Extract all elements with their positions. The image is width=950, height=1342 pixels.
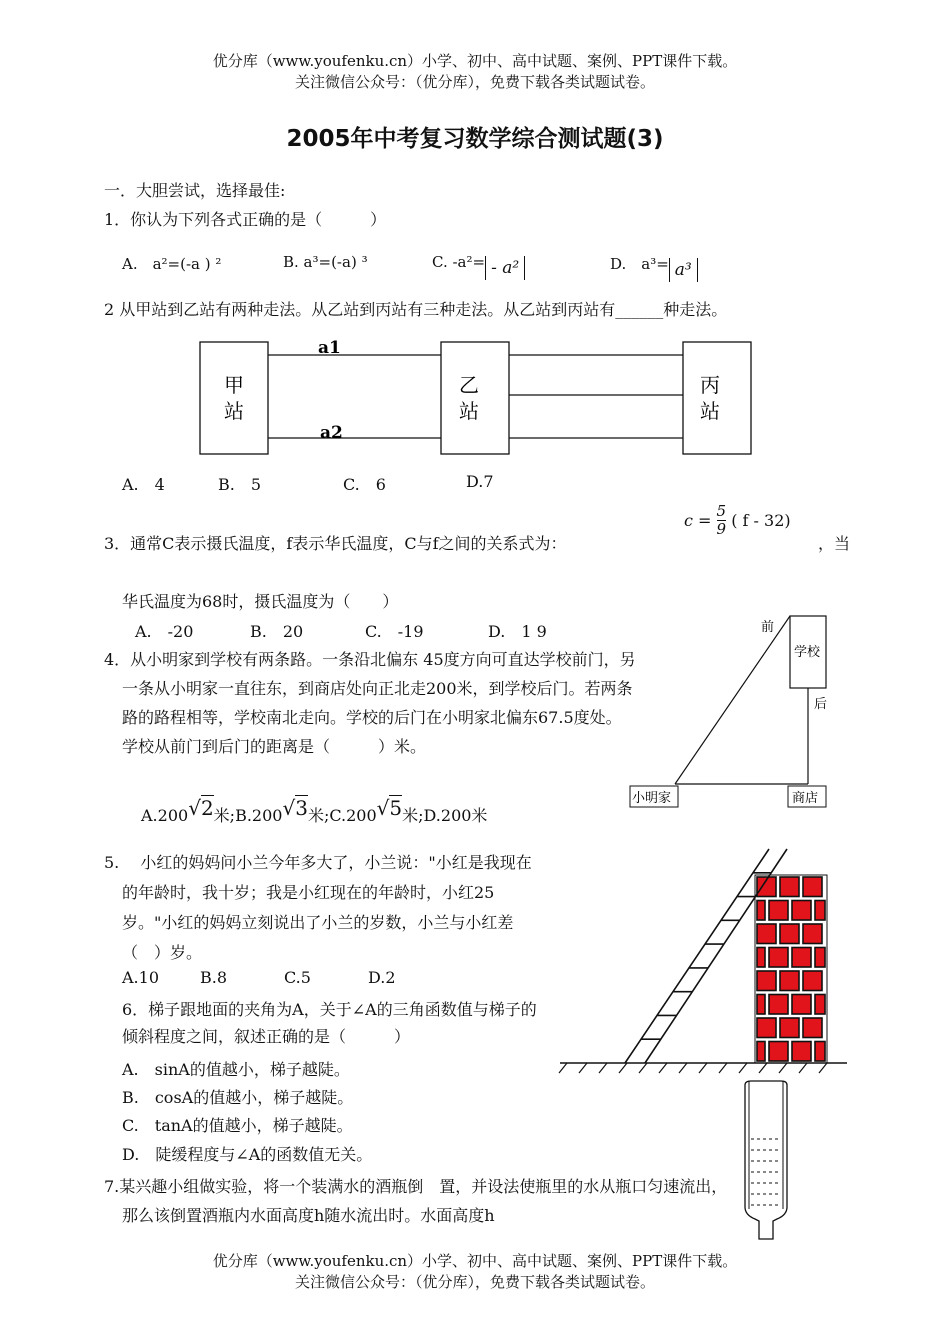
station-jia-char-1: 甲 — [224, 373, 244, 397]
q2-option-b: B. 5 — [218, 475, 262, 494]
inverted-bottle-figure — [735, 1079, 797, 1251]
ground-hatch-mark — [799, 1063, 807, 1073]
q3-tail: ，当 — [818, 534, 851, 553]
q1-option-b: B. a³=(-a) ³ — [283, 253, 368, 271]
q5-option-b: B.8 — [200, 968, 228, 987]
label-a1: a1 — [318, 338, 341, 358]
q2-option-a: A. 4 — [122, 475, 165, 494]
brick — [757, 995, 765, 1015]
q6-stem: 6．梯子跟地面的夹角为A，关于∠A的三角函数值与梯子的倾斜程度之间，叙述正确的是（ ） — [122, 1000, 537, 1046]
station-yi-char-1: 乙 — [459, 373, 479, 397]
q3-formula-numerator: 5 — [716, 502, 727, 520]
q4-option-b: B.200√3米; — [235, 796, 330, 825]
ground-hatching — [559, 1063, 827, 1073]
brick — [780, 877, 799, 897]
q3-formula-rest: ( f - 32) — [731, 511, 791, 530]
q4-options — [141, 796, 487, 826]
q3-option-d: D. 1 9 — [488, 622, 547, 641]
ground-hatch-mark — [679, 1063, 687, 1073]
footer-line-1: 优分库（www.youfenku.cn）小学、初中、高中试题、案例、PPT课件下载。 — [212, 1252, 738, 1270]
q5-option-d: D.2 — [368, 968, 396, 987]
brick — [780, 1018, 799, 1038]
q3-formula-denominator: 9 — [716, 520, 727, 538]
q4-option-c: C.200√5米; — [329, 796, 424, 825]
ladder-wall-figure — [555, 842, 850, 1077]
station-jia-char-2: 站 — [224, 399, 244, 423]
station-yi-char-2: 站 — [459, 399, 479, 423]
q2-option-c: C. 6 — [343, 475, 386, 494]
q5-stem: 5. 小红的妈妈问小兰今年多大了，小兰说："小红是我现在的年龄时，我十岁；我是小红现在的年龄时，小红25岁。"小红的妈妈立刻说出了小兰的岁数，小兰与小红差（ ）岁。 — [104, 853, 532, 962]
ground-hatch-mark — [659, 1063, 667, 1073]
path-northeast — [675, 616, 790, 784]
brick — [769, 948, 788, 968]
brick — [792, 995, 811, 1015]
q1-option-d — [610, 253, 698, 282]
q3-option-c: C. -19 — [365, 622, 424, 641]
ground-hatch-mark — [579, 1063, 587, 1073]
ground-hatch-mark — [719, 1063, 727, 1073]
page-title: 2005年中考复习数学综合测试题(3) — [286, 126, 664, 152]
brick — [815, 995, 825, 1015]
ground-hatch-mark — [639, 1063, 647, 1073]
header-line-1: 优分库（www.youfenku.cn）小学、初中、高中试题、案例、PPT课件下载。 — [212, 52, 738, 70]
brick — [769, 995, 788, 1015]
q6-option-a: A. sinA的值越小，梯子越陡。 — [122, 1060, 350, 1079]
q6-option-d: D. 陡缓程度与∠A的函数值无关。 — [122, 1145, 373, 1164]
brick — [780, 924, 799, 944]
brick — [803, 1018, 822, 1038]
q2-option-d: D.7 — [466, 472, 494, 491]
label-front: 前 — [761, 620, 775, 635]
q1-option-d-abs: a³ — [669, 258, 698, 282]
brick — [757, 971, 776, 991]
footer-line-2: 关注微信公众号：（优分库），免费下载各类试题试卷。 — [294, 1273, 655, 1291]
q3-option-a: A. -20 — [135, 622, 194, 641]
q1-option-c — [432, 253, 525, 280]
q1-option-d-prefix: D. a³= — [610, 255, 669, 273]
q3-line-2: 华氏温度为68时，摄氏温度为（ ） — [122, 592, 399, 611]
q3-stem: 3．通常C表示摄氏温度，f表示华氏温度，C与f之间的关系式为： — [104, 534, 567, 553]
q1-option-c-abs: - a² — [485, 256, 525, 280]
brick — [792, 948, 811, 968]
brick — [780, 971, 799, 991]
q5-option-c: C.5 — [284, 968, 311, 987]
brick — [792, 901, 811, 921]
q6-option-c: C. tanA的值越小，梯子越陡。 — [122, 1116, 353, 1135]
station-bing-box — [683, 342, 751, 454]
brick — [757, 924, 776, 944]
q4-stem: 4．从小明家到学校有两条路。一条沿北偏东 45度方向可直达学校前门，另一条从小明家一直往东，到商店处向正北走200米，到学校后门。若两条路的路程相等，学校南北走向。学校的后门在小明家北偏东67.5度处。学校从前门到后门的距离是（ ）米。 — [104, 650, 636, 756]
label-home: 小明家 — [632, 791, 672, 806]
brick — [769, 1042, 788, 1062]
brick — [769, 901, 788, 921]
brick — [803, 971, 822, 991]
bottle-outline — [745, 1081, 787, 1239]
brick — [757, 901, 765, 921]
ground-hatch-mark — [559, 1063, 567, 1073]
ground-hatch-mark — [779, 1063, 787, 1073]
q1-option-a: A. a²=(-a ) ² — [122, 255, 222, 273]
brick — [803, 877, 822, 897]
brick — [815, 901, 825, 921]
q2-stem: 2 从甲站到乙站有两种走法。从乙站到丙站有三种走法。从乙站到丙站有______种走法。 — [104, 300, 728, 319]
brick — [757, 1018, 776, 1038]
station-yi-box — [441, 342, 509, 454]
brick — [757, 1042, 765, 1062]
label-school: 学校 — [794, 645, 821, 660]
label-a2: a2 — [320, 423, 343, 443]
station-jia-box — [200, 342, 268, 454]
brick — [803, 924, 822, 944]
brick — [815, 948, 825, 968]
ground-hatch-mark — [739, 1063, 747, 1073]
q4-option-a: A.200√2米; — [141, 796, 236, 825]
brick-wall — [755, 875, 827, 1063]
ground-hatch-mark — [599, 1063, 607, 1073]
school-route-diagram — [620, 608, 840, 813]
ground-hatch-mark — [699, 1063, 707, 1073]
label-back: 后 — [814, 697, 828, 712]
section-heading: 一．大胆尝试，选择最佳: — [104, 181, 286, 200]
q3-formula-fraction — [717, 503, 727, 538]
station-route-diagram — [190, 332, 760, 462]
brick — [792, 1042, 811, 1062]
q1-stem: 1．你认为下列各式正确的是（ ） — [104, 210, 387, 229]
q3-option-b: B. 20 — [250, 622, 304, 641]
label-shop: 商店 — [792, 791, 819, 806]
q5-option-a: A.10 — [122, 968, 159, 987]
brick — [757, 948, 765, 968]
q3-formula-c: c = — [684, 511, 712, 530]
q4-option-d: D.200米 — [423, 806, 488, 825]
ground-hatch-mark — [619, 1063, 627, 1073]
q3-formula — [684, 503, 791, 538]
ground-hatch-mark — [759, 1063, 767, 1073]
ground-hatch-mark — [819, 1063, 827, 1073]
station-bing-char-2: 站 — [700, 399, 720, 423]
station-bing-char-1: 丙 — [700, 373, 720, 397]
header-line-2: 关注微信公众号：（优分库），免费下载各类试题试卷。 — [294, 73, 655, 91]
brick — [815, 1042, 825, 1062]
q1-option-c-prefix: C. -a²= — [432, 253, 486, 271]
q6-option-b: B. cosA的值越小，梯子越陡。 — [122, 1088, 354, 1107]
q7-stem: 7.某兴趣小组做实验，将一个装满水的酒瓶倒 置，并设法使瓶里的水从瓶口匀速流出，那么该倒置酒瓶内水面高度h随水流出时。水面高度h — [104, 1177, 728, 1225]
